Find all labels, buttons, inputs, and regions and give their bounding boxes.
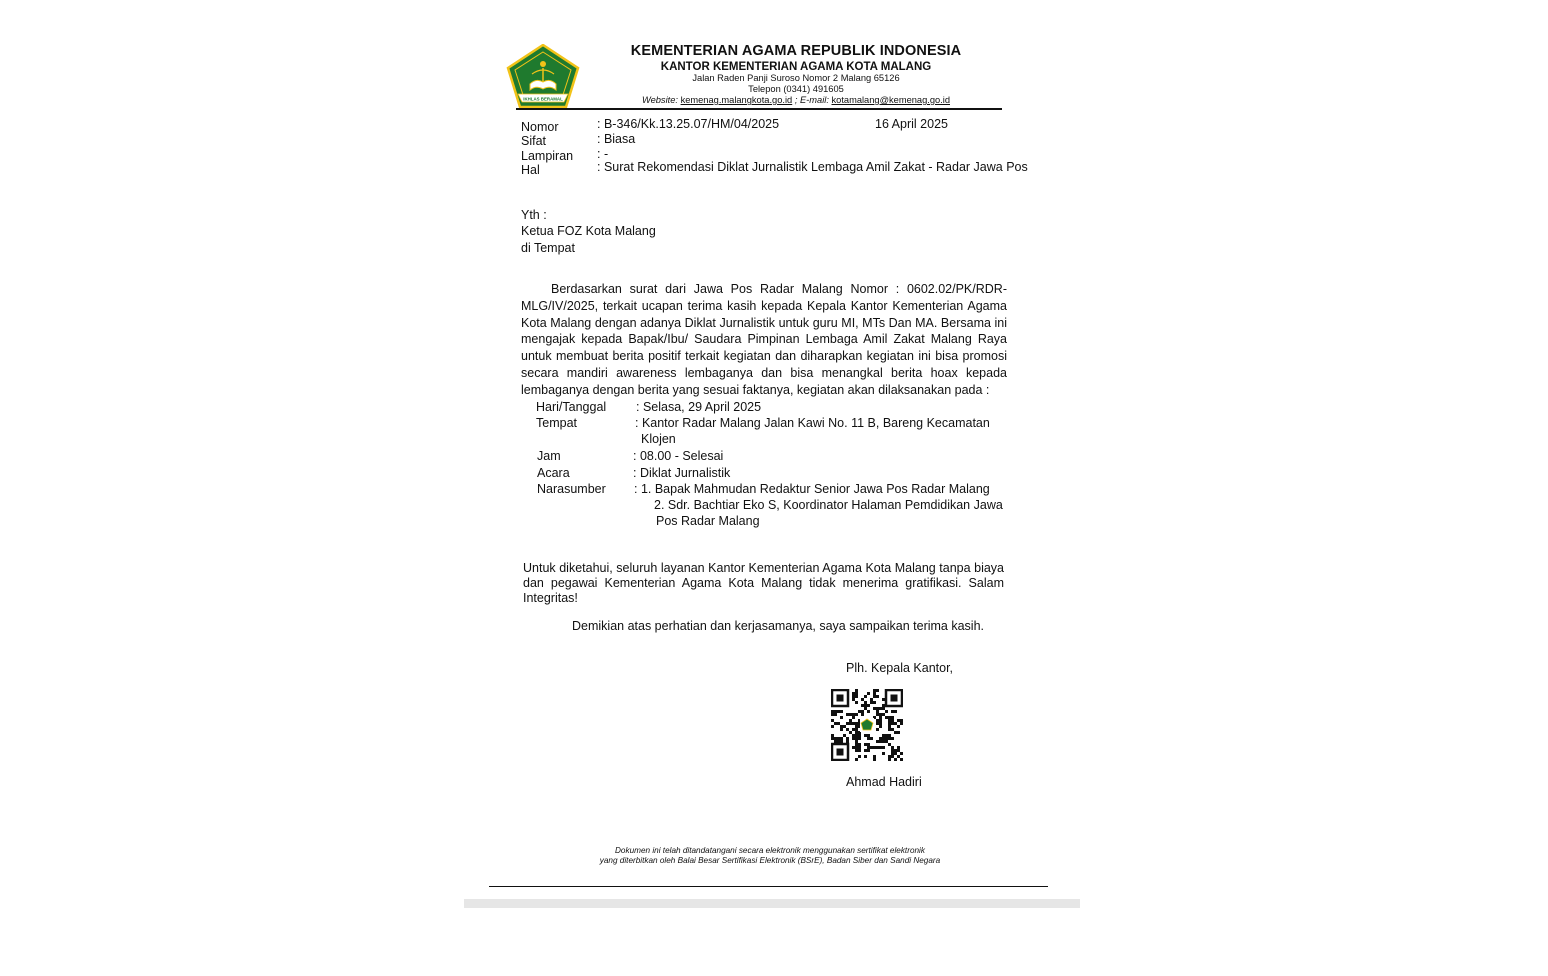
website-label: Website: [641, 95, 678, 105]
signer-title: Plh. Kepala Kantor, [846, 661, 954, 675]
signer-name: Ahmad Hadiri [846, 775, 922, 789]
email-label: ; E-mail: [794, 95, 829, 105]
lampiran-value: : - [597, 147, 609, 161]
tempat-label: Tempat [536, 416, 577, 430]
hal-value: : Surat Rekomendasi Diklat Jurnalistik Lembaga Amil Zakat - Radar Jawa Pos [597, 160, 1028, 174]
narasumber-2b: Pos Radar Malang [656, 514, 760, 528]
qr-code-icon[interactable] [831, 689, 903, 761]
narasumber-label: Narasumber [537, 482, 606, 496]
closing-text: Demikian atas perhatian dan kerjasamanya, saya sampaikan terima kasih. [572, 619, 985, 633]
jam-label: Jam [537, 449, 561, 463]
office-name: KANTOR KEMENTERIAN AGAMA KOTA MALANG [660, 61, 932, 73]
recipient-place: di Tempat [521, 241, 575, 255]
email-link[interactable]: kotamalang@kemenag.go.id [831, 95, 950, 105]
tempat-value-2: Klojen [641, 432, 676, 446]
recipient-name: Ketua FOZ Kota Malang [521, 224, 656, 238]
ministry-logo-icon [506, 44, 580, 110]
footer-line-2: yang diterbitkan oleh Balai Besar Sertifikasi Elektronik (BSrE), Badan Siber dan Sandi Negara [599, 856, 941, 865]
office-address: Jalan Raden Panji Suroso Nomor 2 Malang 65126 [692, 73, 900, 83]
body-paragraph-1: Berdasarkan surat dari Jawa Pos Radar Malang Nomor : 0602.02/PK/RDR-MLG/IV/2025, terkait ucapan terima kasih kepada Kepala Kantor Kementerian Agama Kota Malang dengan adanya Diklat Jurnalistik untuk guru MI, MTs Dan MA. Bersama ini mengajak kepada Bapak/Ibu/ Saudara Pimpinan Lembaga Amil Zakat Malang Raya untuk membuat berita positif terkait kegiatan dan diharapkan kegiatan ini bisa promosi secara mandiri awareness lembaganya dan bisa menangkal berita hoax kepada lembaganya dengan berita yang sesuai faktanya, kegiatan akan dilaksanakan pada : [521, 282, 1007, 397]
hal-label: Hal [521, 163, 540, 177]
narasumber-2a: 2. Sdr. Bachtiar Eko S, Koordinator Halaman Pemdidikan Jawa [654, 498, 1003, 512]
page-bottom-edge [464, 899, 1080, 908]
ministry-name: KEMENTERIAN AGAMA REPUBLIK INDONESIA [630, 43, 962, 59]
logo-motto: IKHLAS BERAMAL [523, 96, 563, 102]
letter-date: 16 April 2025 [875, 117, 948, 131]
sifat-value: : Biasa [597, 132, 636, 146]
office-contact [600, 95, 992, 105]
jam-value: : 08.00 - Selesai [633, 449, 724, 463]
sifat-label: Sifat [521, 134, 547, 148]
acara-label: Acara [537, 466, 570, 480]
narasumber-1: : 1. Bapak Mahmudan Redaktur Senior Jawa Pos Radar Malang [634, 482, 990, 496]
office-phone: Telepon (0341) 491605 [748, 84, 844, 94]
website-link[interactable]: kemenag.malangkota.go.id [680, 95, 793, 105]
nomor-label: Nomor [521, 120, 559, 134]
footer-divider [489, 886, 1048, 887]
nomor-value: : B-346/Kk.13.25.07/HM/04/2025 [597, 117, 780, 131]
tempat-value-1: : Kantor Radar Malang Jalan Kawi No. 11 B, Bareng Kecamatan [635, 416, 990, 430]
acara-value: : Diklat Jurnalistik [633, 466, 731, 480]
hari-value: : Selasa, 29 April 2025 [636, 400, 762, 414]
header-divider [516, 108, 1002, 110]
lampiran-label: Lampiran [521, 149, 574, 163]
recipient-yth: Yth : [521, 208, 547, 222]
body-paragraph-2: Untuk diketahui, seluruh layanan Kantor Kementerian Agama Kota Malang tanpa biaya dan pegawai Kementerian Agama Kota Malang tidak menerima gratifikasi. Salam Integritas! [523, 561, 1004, 605]
hari-label: Hari/Tanggal [536, 400, 607, 414]
footer-line-1: Dokumen ini telah ditandatangani secara elektronik menggunakan sertifikat elektronik [615, 846, 925, 855]
